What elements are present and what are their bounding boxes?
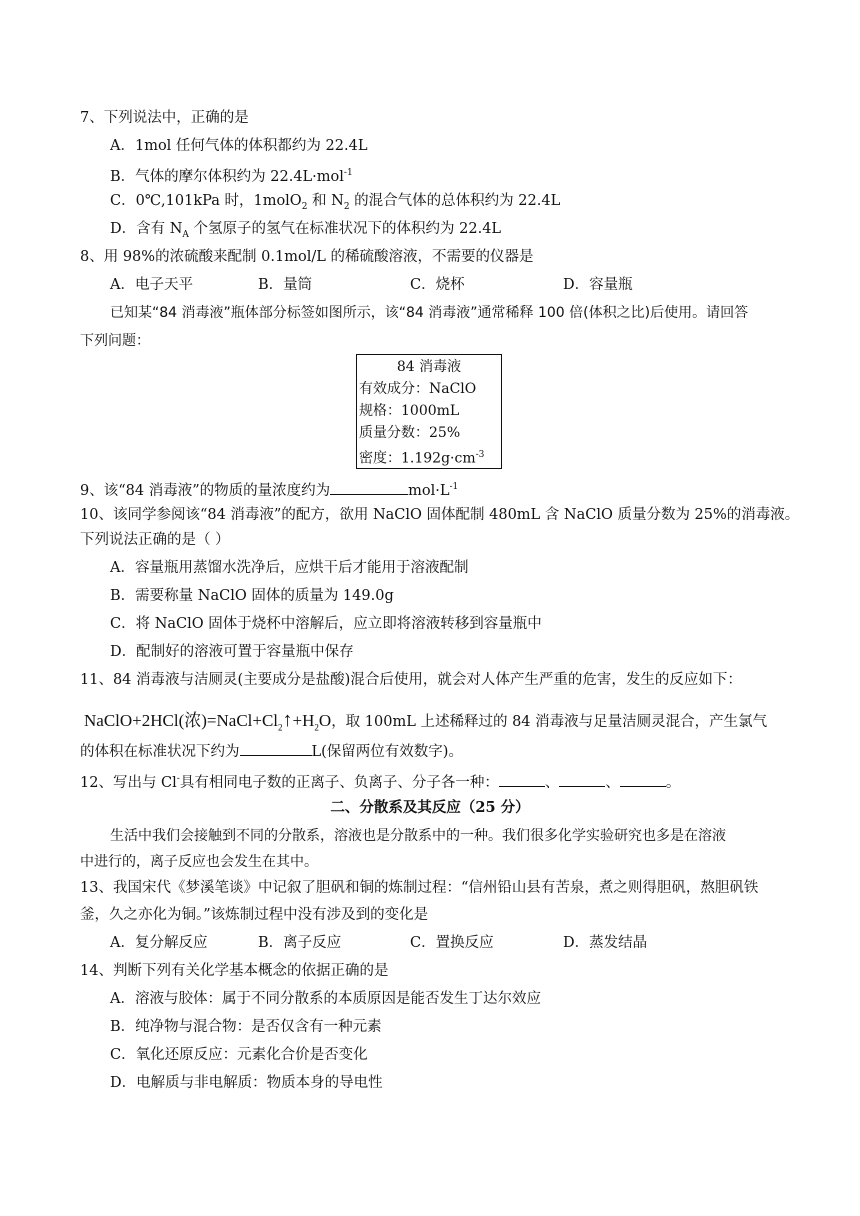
q14-option-b: B．纯净物与混合物：是否仅含有一种元素 [110,1019,382,1035]
q11-line3: 的体积在标准状况下约为 L(保留两位有效数字)。 [80,741,463,762]
q13-option-b: B．离子反应 [258,935,342,951]
q10-line2: 下列说法正确的是（ ） [80,532,230,548]
q7-stem: 7、下列说法中，正确的是 [80,110,249,126]
intro84-line1: 已知某“84 消毒液”瓶体部分标签如图所示，该“84 消毒液”通常稀释 100 倍(体积之比)后使用。请回答 [110,305,749,321]
q8-option-b: B．量筒 [258,277,313,293]
q14-option-d: D．电解质与非电解质：物质本身的导电性 [110,1075,383,1091]
q12-stem: 12、写出与 Cl-具有相同电子数的正离子、负离子、分子各一种： 、 、 。 [80,769,680,793]
section-2-heading: 二、分散系及其反应（25 分） [330,799,530,816]
intro2-line2: 中进行的，离子反应也会发生在其中。 [80,854,318,870]
q13-option-c: C．置换反应 [410,935,494,951]
q11-answer-blank[interactable] [240,741,312,756]
q8-stem: 8、用 98%的浓硫酸来配制 0.1mol/L 的稀硫酸溶液，不需要的仪器是 [80,249,534,265]
q10-line1: 10、该同学参阅该“84 消毒液”的配方，欲用 NaClO 固体配制 480mL 含 NaClO 质量分数为 25%的消毒液。 [80,507,800,523]
q11-line1: 11、84 消毒液与洁厕灵(主要成分是盐酸)混合后使用，就会对人体产生严重的危害，发生的反应如下： [80,672,742,688]
label-fraction: 质量分数：25% [359,425,461,441]
intro84-line2: 下列问题： [80,333,150,349]
q10-option-c: C．将 NaClO 固体于烧杯中溶解后，应立即将溶液转移到容量瓶中 [110,616,542,632]
label-ingredient: 有效成分：NaClO [359,381,477,397]
q7-option-c: C．0℃,101kPa 时，1molO$_2$ 和 $N_2$ 的混合气体的总体积约为 22.4L [110,193,561,212]
q10-option-a: A．容量瓶用蒸馏水洗净后，应烘干后才能用于溶液配制 [110,560,469,576]
q8-option-d: D．容量瓶 [563,277,633,293]
q13-line1: 13、我国宋代《梦溪笔谈》中记叙了胆矾和铜的炼制过程：“信州铅山县有苦泉，煮之则得胆矾，熬胆矾铁 [80,880,759,896]
label-spec: 规格：1000mL [359,403,460,419]
q7-option-d: D．含有 $N_A$ 个氢原子的氢气在标准状况下的体积约为 22.4L [110,221,502,240]
intro2-line1: 生活中我们会接触到不同的分散系，溶液也是分散系中的一种。我们很多化学实验研究也多是在溶液 [110,828,726,844]
q7-option-a: A．1mol 任何气体的体积都约为 22.4L [110,138,368,154]
q9-answer-blank[interactable] [330,480,408,495]
q14-option-a: A．溶液与胶体：属于不同分散系的本质原因是能否发生丁达尔效应 [110,991,541,1007]
q10-option-d: D．配制好的溶液可置于容量瓶中保存 [110,644,354,660]
q13-option-d: D．蒸发结晶 [563,935,648,951]
q12-molecule-blank[interactable] [620,772,666,787]
q13-option-a: A．复分解反应 [110,935,208,951]
q8-option-c: C．烧杯 [410,277,465,293]
q10-option-b: B．需要称量 NaClO 固体的质量为 149.0g [110,588,394,604]
q8-option-a: A．电子天平 [110,277,193,293]
disinfectant-label-box [356,354,502,469]
q14-option-c: C．氧化还原反应：元素化合价是否变化 [110,1047,368,1063]
q14-stem: 14、判断下列有关化学基本概念的依据正确的是 [80,963,389,979]
label-density: 密度：$1.192g\cdot cm^{-3}$ [359,450,485,467]
q12-anion-blank[interactable] [559,772,605,787]
q12-cation-blank[interactable] [499,772,545,787]
q13-line2: 釜，久之亦化为铜。”该炼制过程中没有涉及到的变化是 [80,907,429,923]
q11-equation: NaClO+2HCl(浓)$=NaCl+Cl_2↑+H_2O$，取 100mL 上述稀释过的 84 消毒液与足量洁厕灵混合，产生氯气 [84,709,768,733]
q9-stem: 9、该“84 消毒液”的物质的量浓度约为 $mol\cdot L^{-1}$ [80,477,458,501]
q7-option-b: B．气体的摩尔体积约为 22.4L·mol$^{-1}$ [110,168,353,185]
label-title: 84 消毒液 [396,359,462,375]
